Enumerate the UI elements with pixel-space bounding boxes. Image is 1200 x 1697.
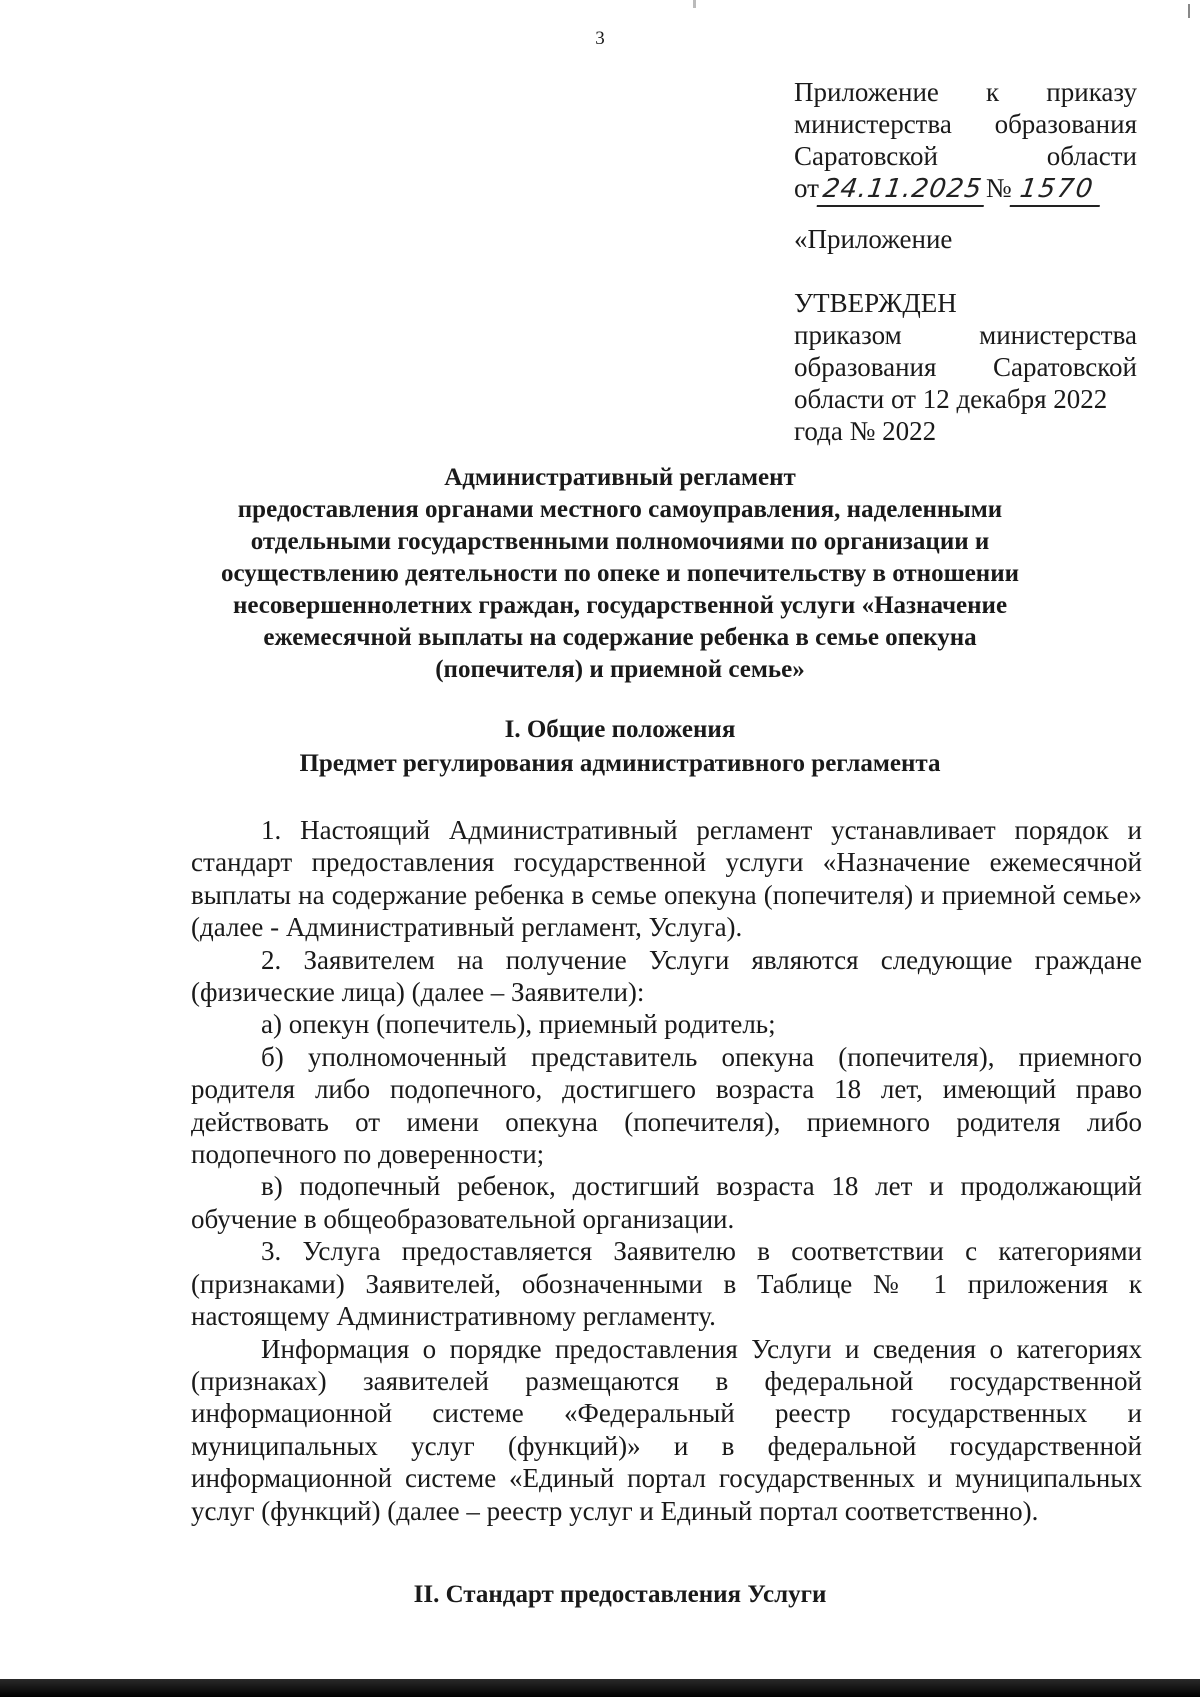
body-text bbox=[191, 814, 1142, 1527]
paragraph: Информация о порядке предоставления Услуги и сведения о категориях (признаках) заявителей размещаются в федеральной государственной информационной системе «Федеральный реестр государственных и муниципальных услуг (функций)» и в федеральной государственной информационной системе «Единый портал государственных и муниципальных услуг (функций) (далее – реестр услуг и Единый портал соответственно). bbox=[191, 1333, 1142, 1526]
paragraph: в) подопечный ребенок, достигший возраста 18 лет и продолжающий обучение в общеобразовательной организации. bbox=[191, 1171, 1142, 1234]
quote-appendix: «Приложение bbox=[794, 224, 953, 254]
paragraph: а) опекун (попечитель), приемный родитель; bbox=[261, 1009, 776, 1040]
title-line: несовершеннолетних граждан, государственной услуги «Назначение bbox=[232, 592, 1008, 619]
appendix-header bbox=[794, 76, 1137, 207]
handwritten-order-number: 1570 bbox=[1009, 173, 1104, 207]
section-2-heading: II. Стандарт предоставления Услуги bbox=[413, 1581, 827, 1608]
approved-line-4: года № 2022 bbox=[794, 416, 937, 446]
paragraph: 1. Настоящий Административный регламент устанавливает порядок и стандарт предоставления государственной услуги «Назначение ежемесячной выплаты на содержание ребенка в семье опекуна (попечителя) и приемной семье» (далее - Административный регламент, Услуга). bbox=[191, 815, 1142, 943]
title-line: Административный регламент bbox=[444, 464, 796, 491]
paragraph: б) уполномоченный представитель опекуна (попечителя), приемного родителя либо подопечного, достигшего возраста 18 лет, имеющий право действовать от имени опекуна (попечителя), приемного родителя либо подопечного по доверенности; bbox=[191, 1041, 1142, 1170]
scan-bottom-edge bbox=[0, 1679, 1200, 1697]
section-1-heading-block bbox=[190, 713, 1050, 781]
title-line: предоставления органами местного самоуправления, наделенными bbox=[237, 496, 1003, 523]
title-line: ежемесячной выплаты на содержание ребенка в семье опекуна bbox=[263, 624, 977, 651]
document-title bbox=[190, 462, 1050, 686]
title-line: отдельными государственными полномочиями по организации и bbox=[250, 528, 990, 555]
section-1-subheading: Предмет регулирования административного регламента bbox=[299, 750, 941, 777]
handwritten-order-date: 24.11.2025 bbox=[817, 173, 989, 207]
title-line: осуществлению деятельности по опеке и попечительству в отношении bbox=[220, 560, 1020, 587]
approved-line-3: области от 12 декабря 2022 bbox=[794, 384, 1108, 414]
paragraph: 3. Услуга предоставляется Заявителю в соответствии с категориями (признаками) Заявителей, обозначенными в Таблице № 1 приложения к настоящему Административному регламенту. bbox=[191, 1236, 1142, 1332]
section-1-heading: I. Общие положения bbox=[504, 716, 736, 743]
approved-line-2: образования Саратовской bbox=[794, 352, 1137, 382]
scan-artifact bbox=[1188, 4, 1190, 18]
appendix-line-2: министерства образования bbox=[794, 109, 1137, 139]
approved-title: УТВЕРЖДЕН bbox=[794, 288, 957, 318]
title-line: (попечителя) и приемной семье» bbox=[435, 656, 805, 683]
approved-block bbox=[794, 287, 1137, 447]
paragraph: 2. Заявителем на получение Услуги являются следующие граждане (физические лица) (далее – Заявители): bbox=[191, 944, 1142, 1008]
appendix-line-3: Саратовской области bbox=[794, 141, 1137, 171]
appendix-line-1: Приложение к приказу bbox=[794, 77, 1137, 107]
scan-artifact bbox=[693, 0, 696, 8]
page-number: 3 bbox=[595, 28, 605, 49]
approved-line-1: приказом министерства bbox=[794, 320, 1137, 350]
order-date-line: от24.11.2025№ 1570 bbox=[794, 172, 1137, 207]
